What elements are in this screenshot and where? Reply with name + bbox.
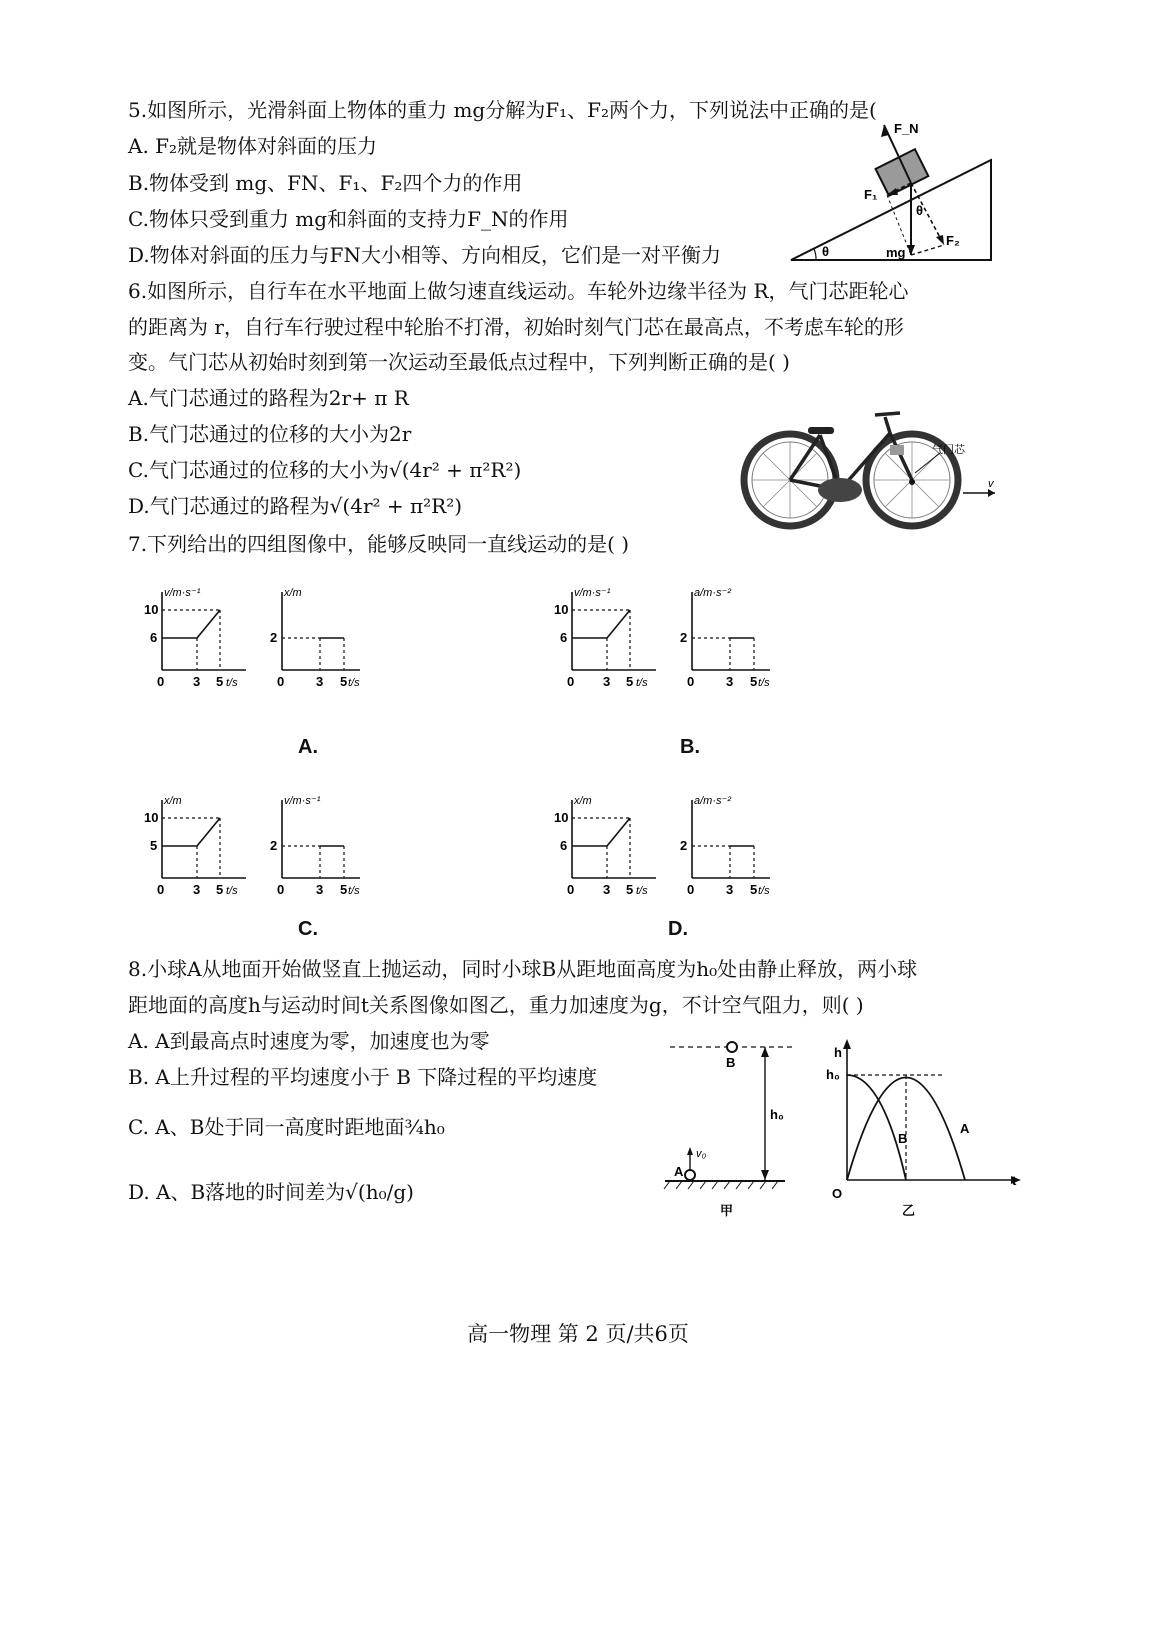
velocity-label: v [988, 478, 994, 490]
caption-c: C. [298, 918, 318, 940]
x-axis-label: t/s [636, 885, 648, 897]
fn-label: F_N [894, 121, 919, 136]
x-tick-label: 0 [567, 882, 575, 897]
x-tick-label: 5 [340, 674, 348, 689]
caption-a: A. [298, 736, 318, 758]
q7-stem: 7.下列给出的四组图像中，能够反映同一直线运动的是( ) [128, 532, 630, 556]
label-v0: v₀ [696, 1148, 707, 1160]
figure-yi [822, 1035, 1022, 1225]
x-axis-label: t/s [636, 677, 648, 689]
q6-option-c: C.气门芯通过的位移的大小为√(4r² + π²R²) [128, 458, 522, 482]
q5-option-b: B.物体受到 mg、FN、F₁、F₂四个力的作用 [128, 171, 523, 195]
x-tick-label: 5 [750, 674, 758, 689]
y-tick-label: 2 [680, 838, 688, 853]
x-tick-label: 3 [193, 674, 201, 689]
bicycle-figure [740, 405, 1005, 530]
y-tick-label: 6 [150, 630, 158, 645]
y-axis-label: v/m·s⁻¹ [284, 795, 321, 807]
graph-line-rise [197, 818, 220, 846]
x-tick-label: 3 [316, 882, 324, 897]
graph-group-a [120, 562, 420, 692]
x-axis-label: t/s [348, 885, 360, 897]
f1-label: F₁ [864, 187, 878, 202]
q5-option-a: A. F₂就是物体对斜面的压力 [128, 134, 378, 158]
caption-yi: 乙 [902, 1203, 916, 1218]
y-tick-label: 10 [144, 602, 159, 617]
q8-option-b: B. A上升过程的平均速度小于 B 下降过程的平均速度 [128, 1065, 598, 1089]
x-axis-label: t/s [758, 677, 770, 689]
q6-stem-line-1: 6.如图所示，自行车在水平地面上做匀速直线运动。车轮外边缘半径为 R，气门芯距轮心 [128, 279, 909, 303]
x-tick-label: 0 [687, 882, 695, 897]
label-t-axis: t [1012, 1173, 1017, 1188]
x-tick-label: 3 [193, 882, 201, 897]
caption-d: D. [668, 918, 688, 940]
x-tick-label: 0 [277, 674, 285, 689]
q6-option-a: A.气门芯通过的路程为2r+ π R [128, 386, 409, 410]
q8-option-d: D. A、B落地的时间差为√(h₀/g) [128, 1180, 414, 1204]
x-axis-label: t/s [758, 885, 770, 897]
theta-incline-label: θ [822, 244, 830, 259]
x-tick-label: 0 [567, 674, 575, 689]
label-h0: h₀ [770, 1107, 784, 1122]
curve-b [847, 1075, 906, 1180]
graph-line-rise [607, 610, 630, 638]
label-curve-b: B [898, 1131, 908, 1146]
mg-label: mg [886, 245, 906, 260]
q8-option-c: C. A、B处于同一高度时距地面¾h₀ [128, 1115, 445, 1139]
q5-option-c: C.物体只受到重力 mg和斜面的支持力F_N的作用 [128, 207, 569, 231]
y-tick-label: 6 [560, 630, 568, 645]
block [876, 149, 929, 196]
y-tick-label: 5 [150, 838, 158, 853]
caption-jia: 甲 [720, 1203, 734, 1218]
q5-option-d: D.物体对斜面的压力与FN大小相等、方向相反，它们是一对平衡力 [128, 243, 722, 267]
x-tick-label: 0 [687, 674, 695, 689]
y-tick-label: 2 [680, 630, 688, 645]
graph-line-rise [607, 818, 630, 846]
x-tick-label: 0 [277, 882, 285, 897]
y-tick-label: 10 [554, 810, 569, 825]
x-tick-label: 3 [603, 674, 611, 689]
q8-stem-line-2: 距地面的高度h与运动时间t关系图像如图乙，重力加速度为g，不计空气阻力，则( ) [128, 993, 864, 1017]
x-axis-label: t/s [226, 885, 238, 897]
x-tick-label: 5 [216, 882, 224, 897]
label-h-axis: h [834, 1045, 842, 1060]
q6-stem-line-3: 变。气门芯从初始时刻到第一次运动至最低点过程中，下列判断正确的是( ) [128, 350, 790, 374]
y-tick-label: 10 [554, 602, 569, 617]
x-tick-label: 5 [340, 882, 348, 897]
f2-label: F₂ [946, 233, 960, 248]
y-axis-label: a/m·s⁻² [694, 795, 731, 807]
x-tick-label: 5 [216, 674, 224, 689]
label-a: A [674, 1164, 684, 1179]
q5-stem: 5.如图所示，光滑斜面上物体的重力 mg分解为F₁、F₂两个力，下列说法中正确的是( [128, 98, 877, 122]
x-tick-label: 0 [157, 674, 165, 689]
q8-option-a: A. A到最高点时速度为零，加速度也为零 [128, 1029, 490, 1053]
graph-group-b [530, 562, 830, 692]
y-tick-label: 2 [270, 838, 278, 853]
x-tick-label: 5 [626, 674, 634, 689]
y-axis-label: x/m [164, 795, 182, 807]
caption-b: B. [680, 736, 700, 758]
ball-b [727, 1042, 737, 1052]
graph-line-rise [197, 610, 220, 638]
q6-stem-line-2: 的距离为 r，自行车行驶过程中轮胎不打滑，初始时刻气门芯在最高点，不考虑车轮的形 [128, 315, 904, 339]
q6-option-d: D.气门芯通过的路程为√(4r² + π²R²) [128, 494, 463, 518]
y-axis-label: v/m·s⁻¹ [164, 587, 201, 599]
y-axis-label: v/m·s⁻¹ [574, 587, 611, 599]
q6-option-b: B.气门芯通过的位移的大小为2r [128, 422, 412, 446]
valve-label: 气门芯 [932, 443, 965, 456]
label-curve-a: A [960, 1121, 970, 1136]
x-tick-label: 5 [626, 882, 634, 897]
label-h0-axis: h₀ [826, 1067, 840, 1082]
figure-jia [660, 1035, 800, 1225]
incline-force-diagram [786, 95, 1001, 265]
label-origin: O [832, 1186, 843, 1201]
x-tick-label: 3 [726, 674, 734, 689]
y-axis-label: x/m [574, 795, 592, 807]
x-tick-label: 3 [603, 882, 611, 897]
x-tick-label: 3 [726, 882, 734, 897]
label-b: B [726, 1055, 736, 1070]
x-tick-label: 0 [157, 882, 165, 897]
graph-group-c [120, 770, 420, 900]
y-tick-label: 6 [560, 838, 568, 853]
y-tick-label: 10 [144, 810, 159, 825]
q8-stem-line-1: 8.小球A从地面开始做竖直上抛运动，同时小球B从距地面高度为h₀处由静止释放，两小球 [128, 957, 918, 981]
y-axis-label: a/m·s⁻² [694, 587, 731, 599]
graph-group-d [530, 770, 830, 900]
y-axis-label: x/m [284, 587, 302, 599]
x-axis-label: t/s [226, 677, 238, 689]
x-axis-label: t/s [348, 677, 360, 689]
ball-a [685, 1170, 695, 1180]
x-tick-label: 3 [316, 674, 324, 689]
x-tick-label: 5 [750, 882, 758, 897]
page-footer: 高一物理 第 2 页/共6页 [467, 1322, 689, 1346]
y-tick-label: 2 [270, 630, 278, 645]
theta-block-label: θ [916, 203, 924, 218]
